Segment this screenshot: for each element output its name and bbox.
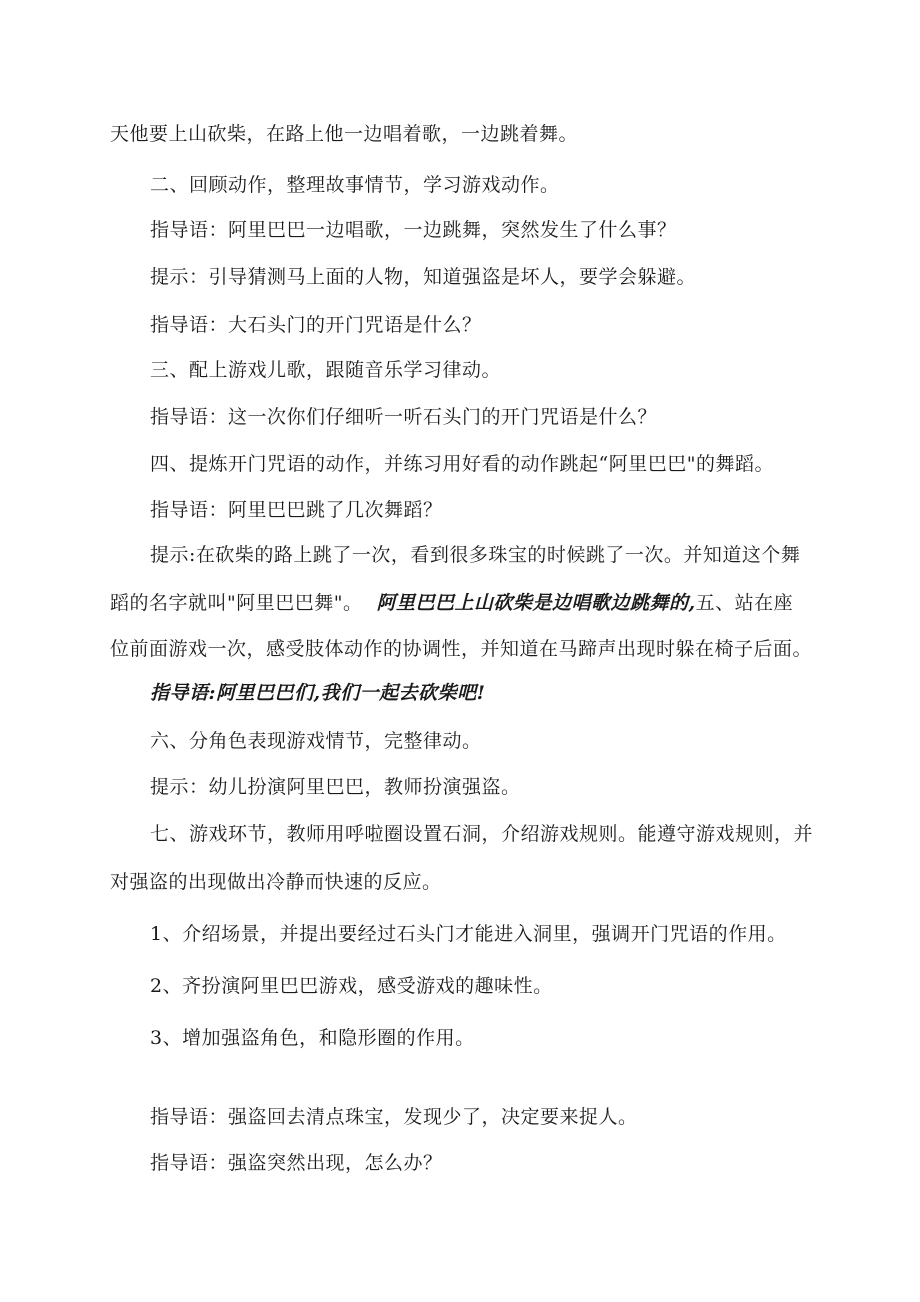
guidance-line: 指导语：阿里巴巴跳了几次舞蹈？ [150,499,443,521]
guidance-line: 指导语：这一次你们仔细听一听石头门的开门咒语是什么？ [150,406,658,428]
section-heading: 四、提炼开门咒语的动作，并练习用好看的动作跳起“阿里巴巴"的舞蹈。 [150,453,774,475]
paragraph-line [110,590,793,616]
paragraph-text: 蹈的名字就叫"阿里巴巴舞"。 [110,592,363,614]
section-heading: 二、回顾动作，整理故事情节，学习游戏动作。 [150,174,560,196]
section-heading: 七、游戏环节，教师用呼啦圈设置石洞，介绍游戏规则。能遵守游戏规则，并 [150,823,814,845]
guidance-line: 指导语：强盗突然出现，怎么办？ [150,1152,443,1174]
paragraph-line: 天他要上山砍柴，在路上他一边唱着歌，一边跳着舞。 [110,123,579,145]
numbered-item: 1、介绍场景，并提出要经过石头门才能进入洞里，强调开门咒语的作用。 [150,923,787,945]
section-heading: 五、站在座 [695,592,794,614]
hint-line: 提示:在砍柴的路上跳了一次，看到很多珠宝的时候跳了一次。并知道这个舞 [150,544,801,566]
section-heading: 三、配上游戏儿歌，跟随音乐学习律动。 [150,359,502,381]
numbered-item: 3、增加强盗角色，和隐形圈的作用。 [150,1027,475,1049]
guidance-line: 指导语：强盗回去清点珠宝，发现少了，决定要来捉人。 [150,1106,638,1128]
guidance-line: 指导语：大石头门的开门咒语是什么？ [150,314,482,336]
section-heading: 六、分角色表现游戏情节，完整律动。 [150,730,482,752]
italic-emphasis-text: 阿里巴巴上山砍柴是边唱歌边跳舞的, [376,592,696,614]
guidance-line: 指导语：阿里巴巴一边唱歌，一边跳舞，突然发生了什么事？ [150,219,677,241]
hint-line: 提示：引导猜测马上面的人物，知道强盗是坏人，要学会躲避。 [150,266,697,288]
paragraph-line: 位前面游戏一次，感受肢体动作的协调性，并知道在马蹄声出现时躲在椅子后面。 [110,638,813,660]
numbered-item: 2、齐扮演阿里巴巴游戏，感受游戏的趣味性。 [150,975,553,997]
italic-guidance-line: 指导语:阿里巴巴们,我们一起去砍柴吧! [150,682,486,704]
paragraph-line: 对强盗的出现做出冷静而快速的反应。 [110,871,442,893]
hint-line: 提示：幼儿扮演阿里巴巴，教师扮演强盗。 [150,776,521,798]
